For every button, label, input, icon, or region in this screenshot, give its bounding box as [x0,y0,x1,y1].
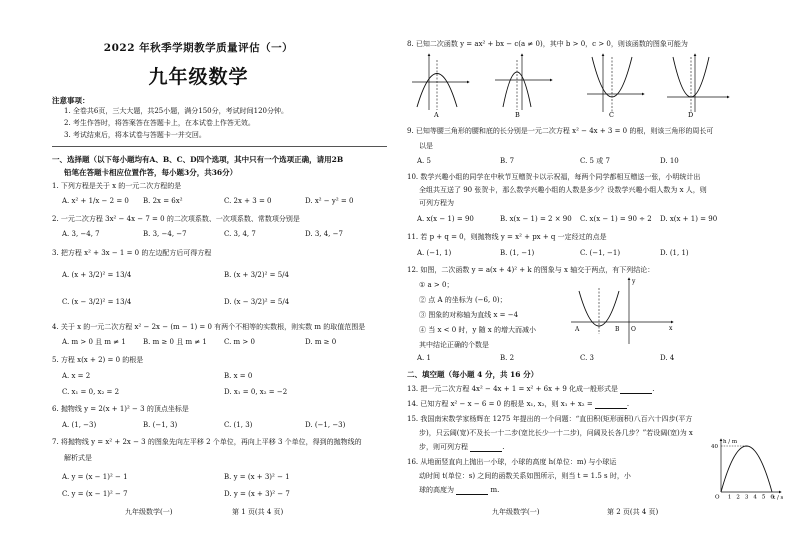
question-1: 1. 下列方程是关于 x 的一元二次方程的是 [52,182,182,190]
q2-option-d: D. 3, 4, −7 [305,230,343,238]
q12-label-y: y [632,278,636,285]
question-16-cont2: 球的高度为 m. [419,486,500,494]
q10-option-c: C. x(x − 1) = 90 ÷ 2 [580,215,652,223]
q8-graph-a [412,54,469,118]
exam-subject: 九年级数学 [148,66,249,88]
q3-option-c: C. (x − 3/2)² = 13/4 [62,298,132,306]
x-tick-label: 3 [744,494,749,500]
q7-option-d: D. y = (x + 3)² − 7 [224,490,290,498]
question-5: 5. 方程 x(x + 2) = 0 的根是 [52,356,144,364]
q8-graph-b [495,54,552,118]
q4-option-a: A. m > 0 且 m ≠ 1 [62,338,126,346]
footer-page: 第 1 页(共 4 页) [232,508,284,516]
section2-header: 二、填空题（每小题 4 分，共 16 分） [407,370,539,379]
question-9: 9. 已知等腰三角形的腰和底的长分别是一元二次方程 x² − 4x + 3 = 0 的根，则该三角形的周长可 [407,127,714,135]
series-line [721,446,772,492]
q10-option-a: A. x(x − 1) = 90 [417,215,474,223]
question-15-cont2: 步，则可列方程 . [419,443,505,451]
q11-option-a: A. (−1, 1) [417,249,452,257]
q6-option-d: D. (−1, −3) [305,421,346,429]
answer-blank[interactable] [470,444,502,452]
q12-label-x: x [669,325,673,332]
q8-graph-c [587,54,644,118]
x-tick-label: 5 [761,494,766,500]
notice-heading: 注意事项： [52,96,90,105]
q5-option-d: D. x₁ = 0, x₂ = −2 [224,388,288,396]
x-tick-label: 4 [753,494,757,500]
q6-option-b: B. (−1, 3) [143,421,178,429]
q3-option-a: A. (x + 3/2)² = 13/4 [62,271,132,279]
q8-label-b: B [515,111,520,118]
notice-2: 2. 考生作答时，将答案答在答题卡上，在本试卷上作答无效。 [64,119,255,127]
question-15-cont1: 步)，只云阔(宽)不及长一十二步(宽比长少一十二步)，问阔及长各几步？”若设阔(宽)为 x [419,429,693,437]
q12-option-d: D. 4 [660,354,675,362]
q5-option-c: C. x₁ = 0, x₂ = 2 [62,388,120,396]
footer-subject: 九年级数学(一) [125,508,173,516]
q12-item-4: ④ 当 x < 0 时，y 随 x 的增大而减小 [419,326,536,334]
question-3: 3. 把方程 x² + 3x − 1 = 0 的左边配方后可得方程 [52,249,212,257]
q4-option-d: D. m ≥ 0 [305,338,337,346]
q1-option-d: D. x² − y² = 0 [305,197,354,205]
question-7: 7. 将抛物线 y = x² + 2x − 3 的图象先向左平移 2 个单位，再向上平移 3 个单位，得到的抛物线的 [52,438,362,446]
question-8: 8. 已知二次函数 y = ax² + bx − c(a ≠ 0)，其中 b > 0，c > 0，则该函数的图象可能为 [407,40,688,48]
q5-option-b: B. x = 0 [224,372,253,380]
notice-1: 1. 全卷共6页，三大大题，共25小题，满分150分，考试时间120分钟。 [64,107,288,115]
q8-label-c: C [609,111,614,118]
question-10: 10. 数学兴趣小组的同学在中秋节互赠贺卡以示祝福，每两个同学都相互赠送一张，小明统计出 [407,173,701,181]
footer-page: 第 2 页(共 4 页) [607,508,659,516]
question-6: 6. 抛物线 y = 2(x + 1)² − 3 的顶点坐标是 [52,405,189,413]
q1-option-b: B. 2x = 6x² [143,197,183,205]
question-9-cont: 以是 [419,142,433,150]
x-tick-label: 2 [736,494,740,500]
q12-label-a: A [575,326,580,333]
section1-header-cont: 铅笔在答题卡相应位置作答，每小题3分，共36分） [64,168,238,177]
question-2: 2. 一元二次方程 3x² − 4x − 7 = 0 的二次项系数、一次项系数、常数项分别是 [52,215,300,223]
q5-option-a: A. x = 2 [62,372,91,380]
q3-option-b: B. (x + 3/2)² = 5/4 [224,271,289,279]
divider [52,146,387,147]
q11-option-c: C. (−1, −1) [580,249,621,257]
y-axis-label: h / m [723,439,738,445]
q12-item-3: ③ 图象的对称轴为直线 x = −4 [419,311,519,319]
x-tick-label: O [715,494,720,500]
q6-option-a: A. (1, −3) [62,421,97,429]
q2-option-a: A. 3, −4, 7 [62,230,100,238]
q12-option-b: B. 2 [500,354,515,362]
question-15: 15. 我国南宋数学家杨辉在 1275 年提出的一个问题：“直田积(矩形面积)八百六十四步(平方 [407,415,693,423]
q2-option-c: C. 3, 4, 7 [224,230,256,238]
q4-option-c: C. m > 0 [224,338,255,346]
q12-label-b: B [615,326,620,333]
question-14: 14. 已知方程 x² − x − 6 = 0 的根是 x₁, x₂，则 x₁ + x₂ = . [407,400,630,408]
question-11: 11. 若 p + q = 0，则抛物线 y = x² + px + q 一定经过的点是 [407,233,607,241]
q9-option-d: D. 10 [660,157,679,165]
question-7-cont: 解析式是 [64,454,92,462]
x-tick-label: 1 [727,494,732,500]
y-tick-label: 40 [711,444,718,450]
x-axis-label: t / s [773,495,784,500]
q6-option-c: C. (1, 3) [224,421,253,429]
q11-option-b: B. (1, −1) [500,249,535,257]
answer-blank[interactable] [620,386,652,394]
q7-option-a: A. y = (x − 1)² − 1 [62,473,128,481]
q4-option-b: B. m ≥ 0 且 m ≠ 1 [143,338,207,346]
q1-option-c: C. 2x + 3 = 0 [224,197,272,205]
exam-title: 2022 年秋季学期教学质量评估（一） [103,42,294,54]
q10-option-b: B. x(x − 1) = 2 × 90 [500,215,572,223]
notice-3: 3. 考试结束后，将本试卷与答题卡一并交回。 [64,131,206,139]
q12-option-a: A. 1 [417,354,431,362]
page-right [397,0,794,543]
answer-blank[interactable] [456,487,488,495]
x-tick-label: 6 [770,494,774,500]
q8-label-a: A [434,111,439,118]
question-12: 12. 如图，二次函数 y = a(x + 4)² + k 的图象与 x 轴交于两点，有下列结论： [407,266,655,274]
q8-label-d: D [688,111,694,118]
q12-option-c: C. 3 [580,354,595,362]
question-16-cont1: 动时间 t(单位：s) 之间的函数关系如图所示，则当 t = 1.5 s 时，小 [419,472,631,480]
q7-option-b: B. y = (x + 3)² − 1 [224,473,290,481]
answer-blank[interactable] [595,401,627,409]
q3-option-d: D. (x − 3/2)² = 5/4 [224,298,290,306]
q12-item-1: ① a > 0； [419,281,454,289]
q9-option-c: C. 5 或 7 [580,157,610,165]
question-16: 16. 从地面竖直向上抛出一小球，小球的高度 h(单位：m) 与小球运 [407,458,617,466]
q8-graphs [407,52,737,118]
q7-option-c: C. y = (x − 1)² − 7 [62,490,128,498]
q2-option-b: B. 3, −4, −7 [143,230,187,238]
q9-option-a: A. 5 [417,157,431,165]
q10-option-d: D. x(x + 1) = 90 [660,215,718,223]
footer-subject: 九年级数学(一) [492,508,540,516]
q12-item-5: 其中结论正确的个数是 [419,341,489,349]
question-10-cont2: 可列方程为 [419,199,454,207]
q12-item-2: ② 点 A 的坐标为 (−6, 0)； [419,296,507,304]
question-13: 13. 把一元二次方程 4x² − 4x + 1 = x² + 6x + 9 化成一般形式是 . [407,385,655,393]
q12-graph [569,276,677,346]
question-10-cont1: 全组共互送了 90 张贺卡，那么数学兴趣小组的人数是多少？设数学兴趣小组人数为 x 人，则 [419,186,707,194]
q11-option-d: D. (1, 1) [660,249,689,257]
q1-option-a: A. x² + 1/x − 2 = 0 [62,197,129,205]
q16-height-chart [709,436,785,500]
q12-label-o: O [631,326,636,333]
section1-header: 一、选择题（以下每小题均有A、B、C、D四个选项，其中只有一个选项正确，请用2B [52,155,344,164]
q9-option-b: B. 7 [500,157,515,165]
q8-graph-d [667,54,729,118]
question-4: 4. 关于 x 的一元二次方程 x² − 2x − (m − 1) = 0 有两个不相等的实数根，则实数 m 的取值范围是 [52,323,366,331]
